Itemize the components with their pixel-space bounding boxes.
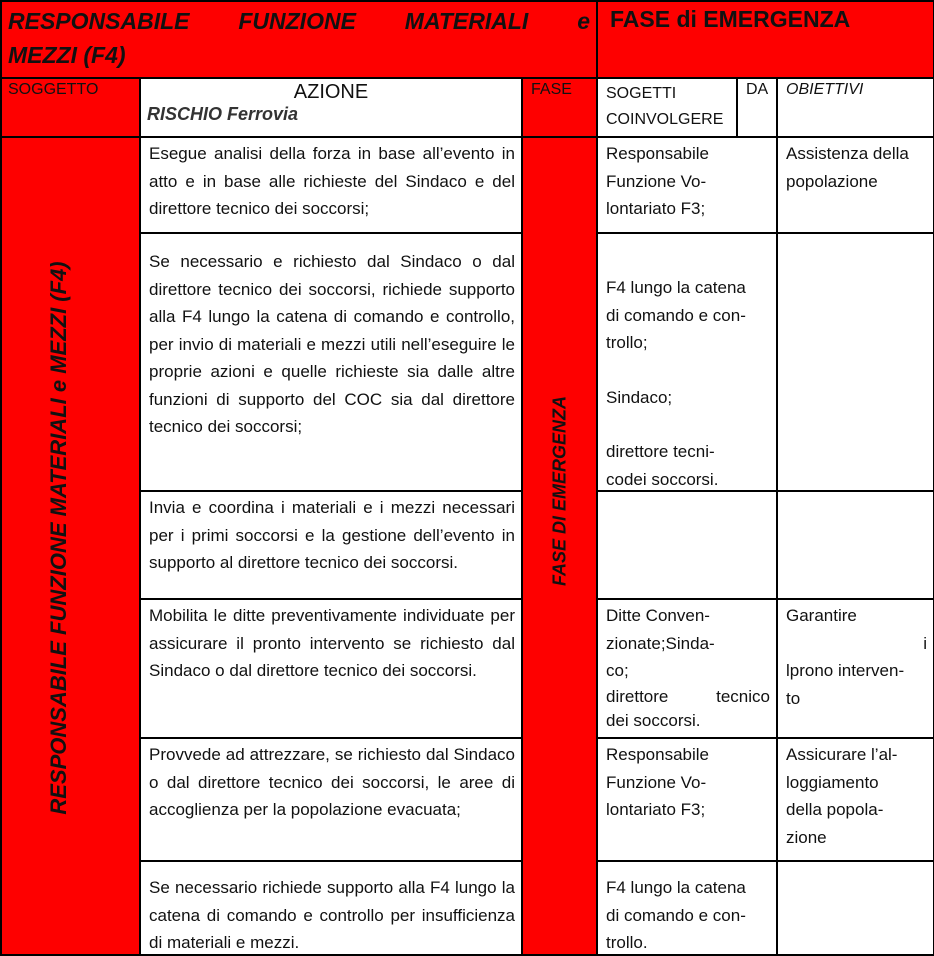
row-6-soggetti xyxy=(598,862,776,954)
row-5-soggetti-line: Funzione Vo- xyxy=(606,772,707,792)
row-6-soggetti-line: di comando e con- xyxy=(606,905,746,925)
row-4-soggetti-line: co; xyxy=(606,661,629,680)
row-5-obiettivi-line: loggiamento xyxy=(786,772,879,792)
row-4-obiettivi-line: lprono interven- xyxy=(786,661,905,680)
row-2-soggetti-gap xyxy=(606,357,770,384)
row-4-obiettivi-line: Garantire xyxy=(786,606,857,625)
row-5-obiettivi xyxy=(778,739,933,860)
column-header-soggetti xyxy=(598,79,736,136)
row-1-obiettivi-line: popolazione xyxy=(786,171,878,191)
row-2-soggetti-line: F4 lungo la catena xyxy=(606,278,746,297)
row-5-obiettivi-line: della popola- xyxy=(786,800,884,819)
row-2-soggetti xyxy=(598,234,776,490)
title-line-2: MEZZI (F4) xyxy=(8,42,126,68)
row-4-soggetti-line: direttore tecnico xyxy=(606,686,770,706)
row-4-soggetti xyxy=(598,600,776,737)
row-2-azione: Se necessario e richiesto dal Sindaco o dal direttore tecnico dei soccorsi, richiede supporto alla F4 lungo la catena di comando e controllo, per invio di materiali e mezzi utili nell’eseguire le proprie azioni e quelle richieste sia dalle altre funzioni di supporto del COC sia dal direttore tecnico dei soccorsi; xyxy=(141,234,521,490)
rischio-label: RISCHIO Ferrovia xyxy=(147,104,299,124)
row-4-obiettivi-line: to xyxy=(786,688,801,708)
soggetti-header-line-1: SOGETTI xyxy=(606,85,677,102)
row-5-obiettivi-line: Assicurare l’al- xyxy=(786,745,898,764)
soggetti-header-line-2: COINVOLGERE xyxy=(606,111,724,128)
phase-title: FASE di EMERGENZA xyxy=(598,2,933,77)
row-2-soggetti-line: Sindaco; xyxy=(606,387,673,407)
row-6-obiettivi xyxy=(778,862,933,954)
row-2-soggetti-line: di comando e con- xyxy=(606,305,746,325)
row-4-soggetti-line: zionate;Sinda- xyxy=(606,633,715,653)
column-header-azione xyxy=(141,79,521,136)
row-1-obiettivi xyxy=(778,138,933,232)
fase-vertical-label: FASE DI EMERGENZA xyxy=(549,395,570,587)
row-4-azione: Mobilita le ditte preventivamente individuate per assicurare il pronto intervento se richiesto dal Sindaco o dal direttore tecnico dei soccorsi. xyxy=(141,600,521,737)
row-2-obiettivi xyxy=(778,234,933,490)
row-5-soggetti xyxy=(598,739,776,860)
row-5-soggetti-line: Responsabile xyxy=(606,745,710,764)
row-1-soggetti-line: lontariato F3; xyxy=(606,199,706,218)
row-4-soggetti-line: Ditte Conven- xyxy=(606,606,710,625)
row-4-obiettivi xyxy=(778,600,933,737)
column-header-soggetto: SOGGETTO xyxy=(2,79,139,136)
row-5-obiettivi-line: zione xyxy=(786,827,827,847)
row-3-obiettivi xyxy=(778,492,933,598)
row-2-soggetti-line: trollo; xyxy=(606,333,648,352)
row-1-soggetti-line: Funzione Vo- xyxy=(606,171,707,191)
row-3-azione: Invia e coordina i materiali e i mezzi necessari per i primi soccorsi e la gestione dell’evento in supporto al direttore tecnico dei soccorsi. xyxy=(141,492,521,598)
section-title xyxy=(2,2,596,77)
row-6-soggetti-line: trollo. xyxy=(606,933,648,952)
row-1-soggetti-line: Responsabile xyxy=(606,144,710,163)
row-4-soggetti-line: dei soccorsi. xyxy=(606,710,701,730)
column-header-fase: FASE xyxy=(523,79,596,136)
soggetto-vertical-label: RESPONSABILE FUNZIONE MATERIALI e MEZZI (F4) xyxy=(46,261,71,815)
row-2-soggetti-line: direttore tecni- xyxy=(606,442,715,461)
column-header-obiettivi: OBIETTIVI xyxy=(778,79,933,136)
row-5-azione: Provvede ad attrezzare, se richiesto dal Sindaco o dal direttore tecnico dei soccorsi, le aree di accoglienza per la popolazione evacuata; xyxy=(141,739,521,860)
row-2-soggetti-line: codei soccorsi. xyxy=(606,469,719,489)
row-1-obiettivi-line: Assistenza della xyxy=(786,144,909,163)
row-1-soggetti xyxy=(598,138,776,232)
row-4-obiettivi-line: i xyxy=(923,633,927,653)
column-header-da: DA xyxy=(738,79,776,136)
row-2-soggetti-gap xyxy=(606,411,770,438)
soggetto-side-cell xyxy=(2,138,139,954)
title-line-1: RESPONSABILE FUNZIONE MATERIALI e xyxy=(8,8,590,34)
row-3-soggetti xyxy=(598,492,776,598)
row-6-soggetti-line: F4 lungo la catena xyxy=(606,878,746,897)
row-5-soggetti-line: lontariato F3; xyxy=(606,800,706,819)
row-6-azione: Se necessario richiede supporto alla F4 lungo la catena di comando e controllo per insufficienza di materiali e mezzi. xyxy=(141,862,521,954)
row-1-azione: Esegue analisi della forza in base all’evento in atto e in base alle richieste del Sindaco e del direttore tecnico dei soccorsi; xyxy=(141,138,521,232)
azione-label: AZIONE xyxy=(293,81,369,103)
fase-side-cell xyxy=(523,138,596,954)
